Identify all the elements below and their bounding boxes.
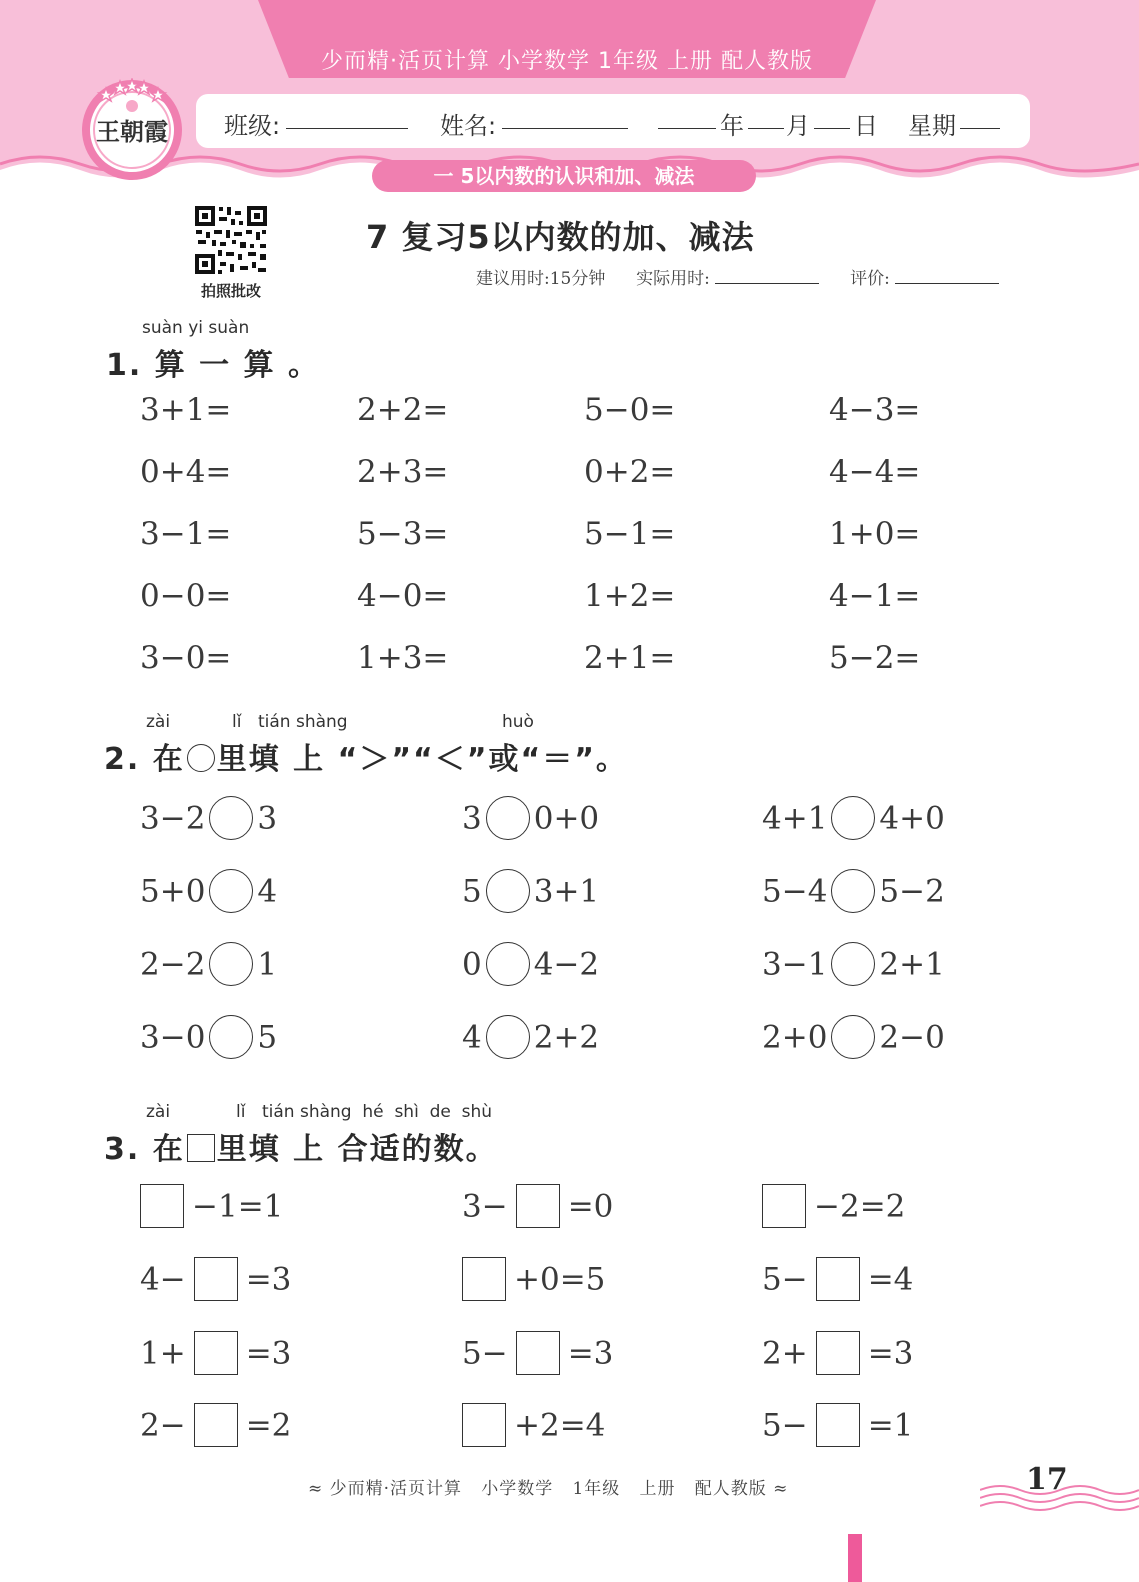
comparison-right: 2−0 <box>879 1019 945 1056</box>
comparison-problem <box>140 1017 277 1061</box>
name-label: 姓名: <box>440 112 497 140</box>
fill-in-problem <box>140 1333 291 1377</box>
comparison-left: 4 <box>462 1019 482 1056</box>
comparison-problem <box>140 944 277 988</box>
section2-pinyin-huo: huò <box>502 712 534 732</box>
logo-badge <box>80 78 184 182</box>
comparison-right: 4+0 <box>879 800 945 837</box>
circle-symbol <box>187 744 215 772</box>
answer-circle[interactable] <box>209 869 253 913</box>
answer-box[interactable] <box>462 1403 506 1447</box>
qr-label: 拍照批改 <box>200 282 261 300</box>
fill-in-problem <box>762 1259 913 1303</box>
section1-title: 1. 算 一 算 。 <box>106 348 321 383</box>
equation-suffix: =3 <box>245 1261 292 1298</box>
section2-pinyin-zai: zài <box>146 712 171 732</box>
comparison-problem <box>140 798 277 842</box>
arithmetic-problem[interactable]: 1+3= <box>357 640 449 676</box>
answer-box[interactable] <box>816 1403 860 1447</box>
name-field[interactable] <box>502 106 628 129</box>
answer-circle[interactable] <box>209 796 253 840</box>
section3-pinyin-li: lǐ <box>236 1102 246 1122</box>
answer-circle[interactable] <box>209 1015 253 1059</box>
day-label: 日 <box>854 112 878 140</box>
answer-circle[interactable] <box>831 796 875 840</box>
class-label: 班级: <box>224 112 281 140</box>
equation-suffix: =4 <box>867 1261 914 1298</box>
equation-suffix: =1 <box>867 1407 914 1444</box>
answer-box[interactable] <box>194 1331 238 1375</box>
fill-in-problem <box>462 1405 605 1449</box>
comparison-right: 4 <box>257 873 278 910</box>
arithmetic-problem[interactable]: 2+1= <box>584 640 676 676</box>
arithmetic-problem[interactable]: 5−1= <box>584 516 676 552</box>
equation-suffix: =0 <box>567 1188 614 1225</box>
answer-box[interactable] <box>516 1331 560 1375</box>
answer-circle[interactable] <box>486 942 530 986</box>
equation-suffix: −1=1 <box>192 1188 284 1225</box>
comparison-left: 5 <box>462 873 482 910</box>
equation-prefix: 5− <box>762 1261 808 1298</box>
answer-circle[interactable] <box>486 1015 530 1059</box>
answer-circle[interactable] <box>209 942 253 986</box>
arithmetic-problem[interactable]: 3−0= <box>140 640 232 676</box>
fill-in-problem <box>462 1186 613 1230</box>
equation-prefix: 1+ <box>140 1335 186 1372</box>
comparison-left: 5+0 <box>140 873 206 910</box>
fill-in-problem <box>462 1333 613 1377</box>
equation-prefix: 5− <box>762 1407 808 1444</box>
equation-suffix: −2=2 <box>814 1188 906 1225</box>
comparison-right: 5−2 <box>879 873 945 910</box>
arithmetic-problem[interactable]: 5−0= <box>584 392 676 428</box>
comparison-left: 3 <box>462 800 482 837</box>
answer-box[interactable] <box>194 1403 238 1447</box>
fill-in-problem <box>762 1186 905 1230</box>
equation-suffix: =2 <box>245 1407 292 1444</box>
comparison-right: 5 <box>257 1019 278 1056</box>
comparison-problem <box>762 871 945 915</box>
comparison-right: 3 <box>257 800 278 837</box>
arithmetic-problem[interactable]: 1+0= <box>829 516 921 552</box>
comparison-problem <box>762 1017 945 1061</box>
actual-time-field[interactable] <box>715 267 819 284</box>
equation-prefix: 2− <box>140 1407 186 1444</box>
fill-in-problem <box>762 1333 913 1377</box>
answer-circle[interactable] <box>831 869 875 913</box>
answer-box[interactable] <box>816 1331 860 1375</box>
evaluation-field[interactable] <box>895 267 999 284</box>
answer-circle[interactable] <box>831 942 875 986</box>
year-field[interactable] <box>658 106 716 129</box>
section3-title <box>104 1124 498 1168</box>
comparison-left: 5−4 <box>762 873 828 910</box>
answer-box[interactable] <box>516 1184 560 1228</box>
answer-circle[interactable] <box>486 796 530 840</box>
comparison-left: 3−2 <box>140 800 206 837</box>
logo-text: 王朝霞 <box>96 117 168 146</box>
fill-in-problem <box>762 1405 913 1449</box>
comparison-problem <box>462 1017 599 1061</box>
arithmetic-problem[interactable]: 0−0= <box>140 578 232 614</box>
arithmetic-problem[interactable]: 4−4= <box>829 454 921 490</box>
comparison-problem <box>762 798 945 842</box>
section3-title-rest: 里填 上 合适的数。 <box>216 1132 498 1167</box>
section3-title-num: 3. 在 <box>104 1132 185 1167</box>
comparison-left: 2−2 <box>140 946 206 983</box>
weekday-field[interactable] <box>960 106 1000 129</box>
page-number: 17 <box>1026 1462 1068 1497</box>
equation-suffix: +0=5 <box>514 1261 606 1298</box>
answer-box[interactable] <box>194 1257 238 1301</box>
arithmetic-problem[interactable]: 5−3= <box>357 516 449 552</box>
comparison-right: 0+0 <box>533 800 600 837</box>
equation-suffix: =3 <box>567 1335 614 1372</box>
comparison-right: 1 <box>257 946 278 983</box>
answer-circle[interactable] <box>486 869 530 913</box>
chapter-banner: 一 5以内数的认识和加、减法 <box>372 160 756 192</box>
comparison-left: 3−1 <box>762 946 828 983</box>
answer-box[interactable] <box>140 1184 184 1228</box>
class-field[interactable] <box>286 106 408 129</box>
year-label: 年 <box>720 112 744 140</box>
month-label: 月 <box>786 112 810 140</box>
arithmetic-problem[interactable]: 4−1= <box>829 578 921 614</box>
fill-in-problem <box>140 1405 291 1449</box>
comparison-left: 4+1 <box>762 800 828 837</box>
arithmetic-problem[interactable]: 4−0= <box>357 578 449 614</box>
qr-code-icon[interactable] <box>192 203 270 277</box>
arithmetic-problem[interactable]: 2+3= <box>357 454 449 490</box>
section2-title <box>104 734 628 778</box>
arithmetic-problem[interactable]: 0+2= <box>584 454 676 490</box>
comparison-problem <box>140 871 277 915</box>
answer-circle[interactable] <box>831 1015 875 1059</box>
comparison-right: 3+1 <box>533 873 600 910</box>
student-info-bar <box>196 94 1030 148</box>
section1-pinyin: suàn yi suàn <box>142 318 250 338</box>
fill-in-problem <box>462 1259 605 1303</box>
suggested-time: 建议用时:15分钟 <box>476 269 606 289</box>
fill-in-problem <box>140 1186 283 1230</box>
comparison-problem <box>462 944 599 988</box>
arithmetic-problem[interactable]: 2+2= <box>357 392 449 428</box>
equation-prefix: 3− <box>462 1188 508 1225</box>
equation-suffix: =3 <box>867 1335 914 1372</box>
weekday-label: 星期 <box>908 112 956 140</box>
arithmetic-problem[interactable]: 1+2= <box>584 578 676 614</box>
fill-in-problem <box>140 1259 291 1303</box>
actual-time-label: 实际用时: <box>636 269 710 289</box>
day-field[interactable] <box>814 106 850 129</box>
comparison-right: 2+1 <box>879 946 945 983</box>
page-edge-mark <box>848 1534 862 1582</box>
footer-text: ≈ 少而精·活页计算 小学数学 1年级 上册 配人教版 ≈ <box>308 1479 789 1499</box>
equation-suffix: +2=4 <box>514 1407 606 1444</box>
answer-box[interactable] <box>762 1184 806 1228</box>
comparison-problem <box>762 944 945 988</box>
arithmetic-problem[interactable]: 3+1= <box>140 392 232 428</box>
box-symbol <box>187 1134 215 1162</box>
timing-line <box>476 264 999 289</box>
answer-box[interactable] <box>816 1257 860 1301</box>
comparison-left: 0 <box>462 946 482 983</box>
equation-prefix: 2+ <box>762 1335 808 1372</box>
lesson-title: 7 复习5以内数的加、减法 <box>366 218 755 256</box>
section2-title-num: 2. 在 <box>104 742 185 777</box>
arithmetic-problem[interactable]: 5−2= <box>829 640 921 676</box>
month-field[interactable] <box>748 106 784 129</box>
section3-pinyin-rest: tián shàng hé shì de shù <box>262 1102 493 1122</box>
comparison-problem <box>462 798 599 842</box>
comparison-right: 4−2 <box>533 946 600 983</box>
comparison-left: 2+0 <box>762 1019 828 1056</box>
comparison-problem <box>462 871 599 915</box>
arithmetic-problem[interactable]: 3−1= <box>140 516 232 552</box>
section2-title-rest: 里填 上 “＞”“＜”或“＝”。 <box>216 742 628 777</box>
section2-pinyin-li: lǐ <box>232 712 242 732</box>
evaluation-label: 评价: <box>850 269 890 289</box>
comparison-left: 3−0 <box>140 1019 206 1056</box>
comparison-right: 2+2 <box>533 1019 600 1056</box>
arithmetic-problem[interactable]: 0+4= <box>140 454 232 490</box>
section3-pinyin-zai: zài <box>146 1102 171 1122</box>
equation-suffix: =3 <box>245 1335 292 1372</box>
answer-box[interactable] <box>462 1257 506 1301</box>
section2-pinyin-tianshang: tián shàng <box>258 712 348 732</box>
equation-prefix: 4− <box>140 1261 186 1298</box>
arithmetic-problem[interactable]: 4−3= <box>829 392 921 428</box>
series-title: 少而精·活页计算 小学数学 1年级 上册 配人教版 <box>321 49 813 74</box>
equation-prefix: 5− <box>462 1335 508 1372</box>
